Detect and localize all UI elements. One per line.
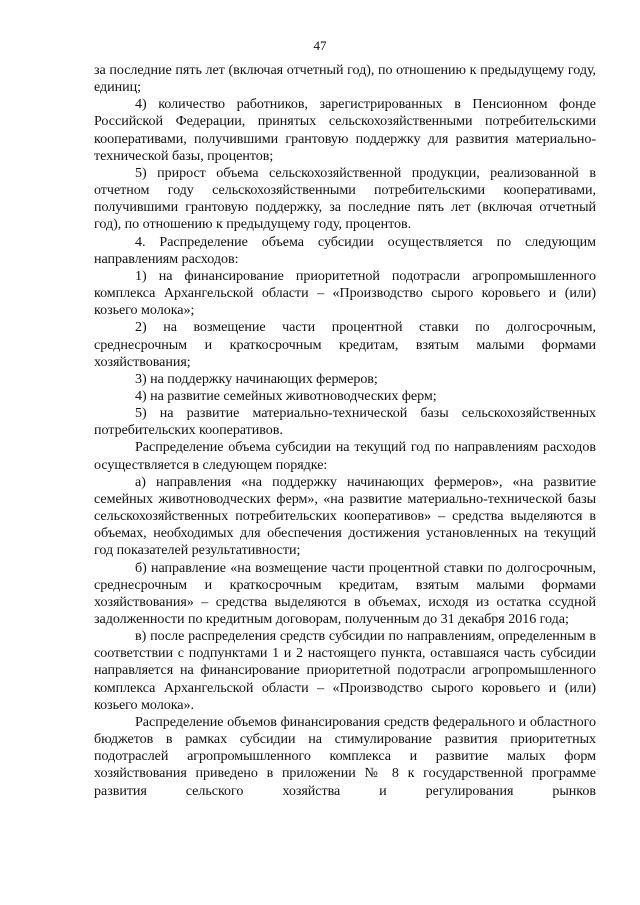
document-body	[94, 62, 596, 800]
paragraph-subitem-a: а) направления «на поддержку начинающих фермеров», «на развитие семейных животноводческих ферм», «на развитие материально-технической базы сельскохозяйственных потребительских кооперативов» – средства выделяются в объемах, необходимых для обеспечения достижения установленных на текущий год показателей результативности;	[94, 473, 596, 559]
page-number: 47	[313, 38, 327, 53]
paragraph-subitem-v: в) после распределения средств субсидии по направлениям, определенным в соответствии с подпунктами 1 и 2 настоящего пункта, оставшаяся часть субсидии направляется на финансирование приоритетной подотрасли агропромышленного комплекса Архангельской области – «Производство сырого коровьего и (или) козьего молока».	[94, 628, 596, 713]
paragraph-direction-1: 1) на финансирование приоритетной подотрасли агропромышленного комплекса Архангельской области – «Производство сырого коровьего и (или) козьего молока»;	[94, 267, 596, 319]
paragraph-direction-4: 4) на развитие семейных животноводческих ферм;	[135, 387, 437, 404]
paragraph-direction-2: 2) на возмещение части процентной ставки по долгосрочным, среднесрочным и краткосрочным кредитам, взятым малыми формами хозяйствования;	[94, 319, 596, 370]
paragraph-subitem-b: б) направление «на возмещение части процентной ставки по долгосрочным, среднесрочным и краткосрочным кредитам, взятым малыми формами хозяйствования» – средства выделяются в объемах, исходя из остатка ссудной задолженности по кредитным договорам, полученным до 31 декабря 2016 года;	[94, 559, 596, 627]
paragraph-item-5-production-growth: 5) прирост объема сельскохозяйственной продукции, реализованной в отчетном году сельскохозяйственными потребительскими кооперативами, получившими грантовую поддержку, за последние пять лет (включая отчетный год), по отношению к предыдущему году, процентов.	[94, 164, 596, 233]
paragraph-funding-distribution: Распределение объемов финансирования средств федерального и областного бюджетов в рамках субсидии на стимулирование развития приоритетных подотраслей агропромышленного комплекса и развитие малых форм хозяйствования приведено в приложении № 8 к государственной программе развития сельского хозяйства и регулирования рынков	[94, 713, 596, 799]
paragraph-distribution-order: Распределение объема субсидии на текущий год по направлениям расходов осуществляется в следующем порядке:	[94, 439, 596, 473]
paragraph-item-4-employees: 4) количество работников, зарегистрированных в Пенсионном фонде Российской Федерации, принятых сельскохозяйственными потребительскими кооперативами, получившими грантовую поддержку для развития материально-технической базы, процентов;	[94, 96, 596, 164]
paragraph-direction-5: 5) на развитие материально-технической базы сельскохозяйственных потребительских кооперативов.	[94, 405, 596, 439]
paragraph-continuation: за последние пять лет (включая отчетный год), по отношению к предыдущему году, единиц;	[94, 62, 596, 96]
paragraph-section-4: 4. Распределение объема субсидии осуществляется по следующим направлениям расходов:	[94, 233, 596, 267]
paragraph-direction-3: 3) на поддержку начинающих фермеров;	[135, 370, 378, 387]
